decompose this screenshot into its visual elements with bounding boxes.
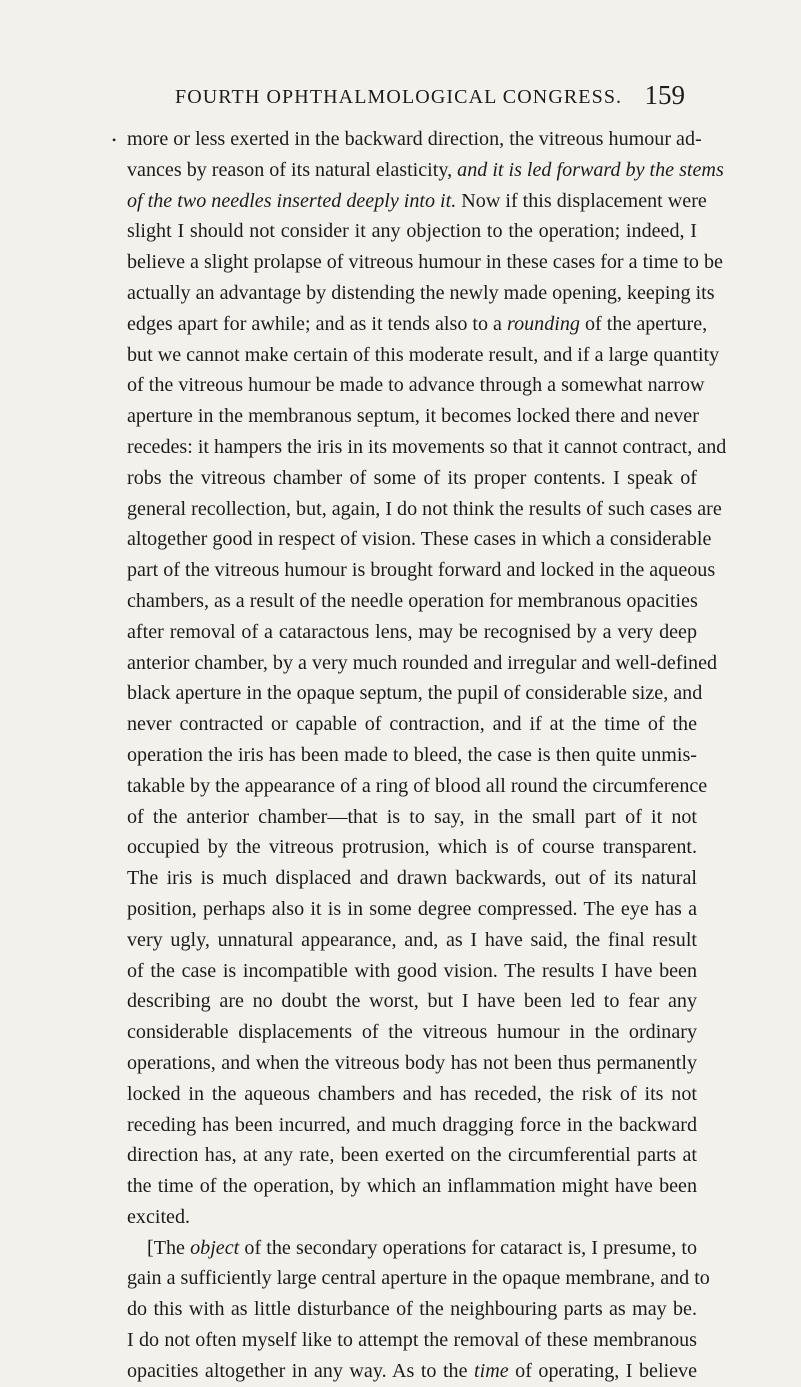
text-line: takable by the appearance of a ring of blood all round the circumference: [127, 774, 708, 797]
text-line: considerable displacements of the vitreous humour in the ordinary: [127, 1021, 697, 1044]
text-line: direction has, at any rate, been exerted on the circumferential parts at: [127, 1144, 697, 1167]
text-line: but we cannot make certain of this moderate result, and if a large quantity: [127, 343, 720, 366]
text-line: I do not often myself like to attempt the removal of these membranous: [127, 1329, 697, 1352]
text-line: the time of the operation, by which an inflammation might have been: [127, 1175, 697, 1198]
text-line: very ugly, unnatural appearance, and, as I have said, the final result: [127, 928, 697, 951]
text-line: of the two needles inserted deeply into it. Now if this displacement were: [127, 189, 707, 212]
text-line: altogether good in respect of vision. These cases in which a considerable: [127, 528, 712, 551]
text-line: of the anterior chamber—that is to say, in the small part of it not: [127, 805, 697, 828]
text-line: do this with as little disturbance of the neighbouring parts as may be.: [127, 1298, 697, 1321]
text-line: robs the vitreous chamber of some of its proper contents. I speak of: [127, 466, 697, 489]
running-title: FOURTH OPHTHALMOLOGICAL CONGRESS.: [175, 86, 623, 108]
body-text: [127, 124, 727, 1387]
text-line: [The object of the secondary operations for cataract is, I presume, to: [147, 1236, 698, 1259]
text-line: operations, and when the vitreous body has not been thus permanently: [127, 1051, 697, 1074]
italic-phrase: and it is led forward by the stems: [457, 158, 724, 181]
text-line: actually an advantage by distending the newly made opening, keeping its: [127, 281, 715, 304]
text-line: receding has been incurred, and much dragging force in the backward: [127, 1113, 697, 1136]
text-line: black aperture in the opaque septum, the pupil of considerable size, and: [127, 682, 703, 705]
italic-phrase: rounding: [507, 312, 580, 335]
margin-mark: •: [112, 133, 117, 147]
page-header: [175, 80, 685, 114]
text-line: position, perhaps also it is in some degree compressed. The eye has a: [127, 897, 697, 920]
text-line: gain a sufficiently large central aperture in the opaque membrane, and to: [127, 1267, 710, 1290]
text-line: chambers, as a result of the needle operation for membranous opacities: [127, 589, 698, 612]
text-line: opacities altogether in any way. As to the time of operating, I believe: [127, 1359, 698, 1382]
text-line: slight I should not consider it any objection to the operation; indeed, I: [127, 220, 697, 243]
text-line: anterior chamber, by a very much rounded and irregular and well-defined: [127, 651, 718, 674]
italic-phrase: object: [190, 1236, 240, 1259]
text-line: operation the iris has been made to bleed, the case is then quite unmis-: [127, 743, 697, 766]
text-line: vances by reason of its natural elasticity, and it is led forward by the stems: [127, 158, 724, 181]
text-line: excited.: [127, 1205, 191, 1228]
text-line: of the vitreous humour be made to advance through a somewhat narrow: [127, 374, 705, 397]
text-line: locked in the aqueous chambers and has receded, the risk of its not: [127, 1082, 697, 1105]
text-line: part of the vitreous humour is brought forward and locked in the aqueous: [127, 559, 716, 582]
text-line: edges apart for awhile; and as it tends also to a rounding of the aperture,: [127, 312, 708, 335]
page-number: 159: [644, 80, 685, 110]
italic-phrase: time: [474, 1359, 509, 1382]
text-line: general recollection, but, again, I do not think the results of such cases are: [127, 497, 722, 520]
text-line: believe a slight prolapse of vitreous humour in these cases for a time to be: [127, 251, 723, 274]
text-line: The iris is much displaced and drawn backwards, out of its natural: [127, 867, 697, 890]
text-line: occupied by the vitreous protrusion, which is of course transparent.: [127, 836, 697, 859]
text-line: after removal of a cataractous lens, may be recognised by a very deep: [127, 620, 697, 643]
text-line: never contracted or capable of contraction, and if at the time of the: [127, 713, 697, 736]
text-line: recedes: it hampers the iris in its movements so that it cannot contract, and: [127, 435, 727, 458]
text-line: describing are no doubt the worst, but I have been led to fear any: [127, 990, 697, 1013]
text-line: of the case is incompatible with good vision. The results I have been: [127, 959, 697, 982]
text-line: more or less exerted in the backward direction, the vitreous humour ad-: [127, 128, 702, 150]
text-line: aperture in the membranous septum, it becomes locked there and never: [127, 405, 699, 428]
italic-phrase: of the two needles inserted deeply into it.: [127, 189, 457, 212]
